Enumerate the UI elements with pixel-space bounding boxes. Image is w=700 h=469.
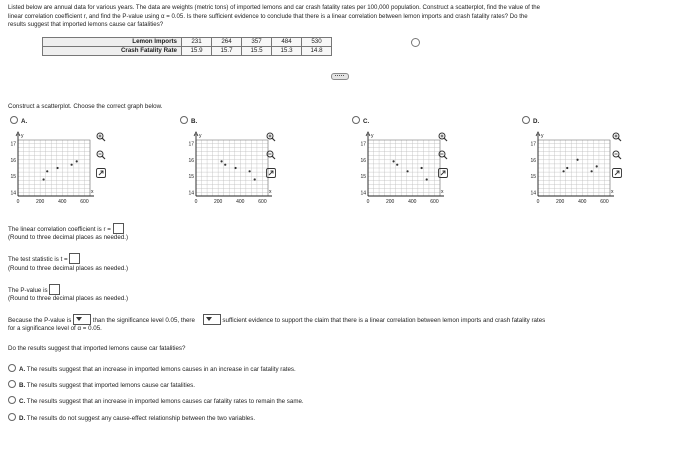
- y-axis-label: y: [541, 133, 544, 139]
- intro-line: results suggest that imported lemons cause car fatalities?: [8, 21, 164, 29]
- zoom-in-icon[interactable]: [96, 132, 106, 142]
- problem-statement: [8, 4, 698, 30]
- zoom-in-icon[interactable]: [438, 132, 448, 142]
- table-cell: 15.9: [182, 47, 212, 56]
- zoom-in-icon[interactable]: [266, 132, 276, 142]
- x-tick-label: 400: [408, 199, 417, 205]
- y-axis-label: y: [199, 133, 202, 139]
- y-tick-label: 17: [188, 141, 194, 148]
- data-point: [234, 167, 236, 169]
- graph-option-label: C.: [363, 118, 370, 125]
- x-tick-label: 200: [35, 199, 45, 205]
- data-point: [406, 170, 408, 172]
- data-table-copy-icon[interactable]: [411, 38, 420, 47]
- cause-option-letter: D.: [19, 415, 26, 422]
- t-input[interactable]: [69, 253, 80, 264]
- y-tick-label: 17: [530, 141, 536, 148]
- data-point: [220, 160, 222, 162]
- table-row: [43, 47, 332, 56]
- r-input[interactable]: [113, 223, 124, 234]
- because-sentence-end: for a significance level of α = 0.05.: [8, 325, 102, 332]
- table-cell: 15.5: [242, 47, 272, 56]
- scatterplot-c: [352, 128, 448, 210]
- p-label: The P-value is: [8, 287, 48, 294]
- cause-option-c[interactable]: [8, 396, 304, 405]
- x-tick-label: 0: [536, 199, 540, 205]
- data-point: [591, 170, 593, 172]
- table-cell: 264: [212, 38, 242, 47]
- radio-c[interactable]: [352, 116, 360, 124]
- data-point: [71, 164, 73, 166]
- x-tick-label: 600: [430, 199, 439, 205]
- y-tick-label: 14: [10, 190, 16, 197]
- scatterplot-a: [2, 128, 98, 210]
- table-cell: 15.7: [212, 47, 242, 56]
- data-point: [421, 167, 423, 169]
- data-point: [426, 178, 428, 180]
- graph-b-tools: [266, 132, 280, 186]
- row-label-lemon-imports: Lemon Imports: [43, 38, 182, 47]
- y-tick-label: 14: [360, 190, 366, 197]
- y-tick-label: 16: [360, 157, 366, 164]
- data-table: [42, 37, 332, 56]
- radio-b[interactable]: [180, 116, 188, 124]
- zoom-out-icon[interactable]: [612, 150, 622, 160]
- scatterplot-d: [522, 128, 618, 210]
- x-tick-label: 0: [366, 199, 370, 205]
- graph-d-tools: [612, 132, 626, 186]
- data-point: [46, 170, 48, 172]
- x-axis-label: x: [269, 189, 272, 195]
- p-comparison-dropdown[interactable]: [73, 314, 91, 325]
- t-question: [8, 253, 80, 264]
- because-text-1: Because the P-value is: [8, 317, 72, 324]
- because-sentence: [8, 314, 545, 325]
- data-point: [56, 167, 58, 169]
- radio-cause-c[interactable]: [8, 396, 16, 404]
- y-axis-label: y: [371, 133, 374, 139]
- y-tick-label: 17: [10, 141, 16, 148]
- graph-option-b[interactable]: [180, 116, 197, 125]
- y-tick-label: 16: [188, 157, 194, 164]
- because-text-3: sufficient evidence to support the claim that there is a linear correlation between lemon imports and crash fatality rates: [222, 317, 546, 324]
- x-tick-label: 200: [213, 199, 223, 205]
- x-tick-label: 400: [236, 199, 245, 205]
- table-cell: 15.3: [272, 47, 302, 56]
- data-point: [562, 170, 564, 172]
- radio-cause-a[interactable]: [8, 364, 16, 372]
- p-note: (Round to three decimal places as needed.): [8, 295, 129, 302]
- x-tick-label: 0: [194, 199, 198, 205]
- x-axis-label: x: [91, 189, 94, 195]
- graph-option-d[interactable]: [522, 116, 539, 125]
- graph-a-tools: [96, 132, 110, 186]
- p-input[interactable]: [49, 284, 60, 295]
- radio-cause-b[interactable]: [8, 380, 16, 388]
- because-text-2: than the significance level 0.05, there: [92, 317, 195, 324]
- r-note: (Round to three decimal places as needed.): [8, 234, 129, 241]
- data-point: [566, 167, 568, 169]
- zoom-out-icon[interactable]: [266, 150, 276, 160]
- r-label: The linear correlation coefficient is r =: [8, 226, 111, 233]
- radio-d[interactable]: [522, 116, 530, 124]
- cause-option-text: The results suggest that imported lemons cause car fatalities.: [26, 382, 195, 389]
- graph-c-tools: [438, 132, 452, 186]
- y-tick-label: 14: [188, 190, 194, 197]
- x-tick-label: 600: [80, 199, 89, 205]
- table-cell: 14.8: [302, 47, 332, 56]
- cause-question: Do the results suggest that imported lemons cause car fatalities?: [8, 345, 186, 352]
- y-tick-label: 15: [10, 174, 16, 181]
- intro-line: linear correlation coefficient r, and find the P-value using α = 0.05. Is there sufficient evidence to conclude that there is a linear correlation between lemon imports and crash fatality rates? Do the: [8, 12, 528, 20]
- scatterplot-b-svg: [180, 128, 276, 210]
- table-cell: 484: [272, 38, 302, 47]
- table-cell: 231: [182, 38, 212, 47]
- scatterplot-c-svg: [352, 128, 448, 210]
- y-tick-label: 16: [530, 157, 536, 164]
- graph-option-a[interactable]: [10, 116, 27, 125]
- t-note: (Round to three decimal places as needed.): [8, 265, 129, 272]
- cause-option-text: The results do not suggest any cause-effect relationship between the two variables.: [26, 415, 256, 422]
- radio-cause-d[interactable]: [8, 413, 16, 421]
- y-tick-label: 15: [360, 174, 366, 181]
- expand-more-button[interactable]: [331, 73, 349, 80]
- cause-option-a[interactable]: [8, 364, 296, 373]
- intro-line: Listed below are annual data for various years. The data are weights (metric tons) of imported lemons and car crash fatality rates per 100,000 population. Construct a scatterplot, find the value of the: [8, 4, 541, 11]
- evidence-dropdown[interactable]: [203, 314, 221, 325]
- expand-graph-icon[interactable]: [612, 168, 622, 178]
- data-point: [254, 178, 256, 180]
- radio-a[interactable]: [10, 116, 18, 124]
- x-axis-label: x: [441, 189, 444, 195]
- x-tick-label: 0: [16, 199, 20, 205]
- t-label: The test statistic is t =: [8, 256, 68, 263]
- x-tick-label: 200: [385, 199, 395, 205]
- expand-graph-icon[interactable]: [96, 168, 106, 178]
- scatterplot-a-svg: [2, 128, 98, 210]
- data-point: [76, 160, 78, 162]
- scatter-prompt: Construct a scatterplot. Choose the correct graph below.: [8, 103, 163, 110]
- table-cell: 530: [302, 38, 332, 47]
- graph-option-label: D.: [533, 118, 540, 125]
- graph-option-label: B.: [191, 118, 198, 125]
- cause-option-letter: A.: [19, 366, 26, 373]
- data-point: [596, 165, 598, 167]
- x-tick-label: 200: [555, 199, 565, 205]
- y-tick-label: 15: [188, 174, 194, 181]
- x-tick-label: 600: [600, 199, 609, 205]
- data-point: [42, 178, 44, 180]
- x-tick-label: 600: [258, 199, 267, 205]
- zoom-in-icon[interactable]: [612, 132, 622, 142]
- data-point: [396, 164, 398, 166]
- y-tick-label: 17: [360, 141, 366, 148]
- r-question: [8, 223, 124, 234]
- data-point: [224, 164, 226, 166]
- data-point: [576, 159, 578, 161]
- cause-option-text: The results suggest that an increase in imported lemons causes car fatality rates to remain the same.: [26, 398, 304, 405]
- y-tick-label: 16: [10, 157, 16, 164]
- cause-option-text: The results suggest that an increase in imported lemons causes in an increase in car fatality rates.: [26, 366, 296, 373]
- cause-option-letter: B.: [19, 382, 26, 389]
- expand-graph-icon[interactable]: [266, 168, 276, 178]
- y-axis-label: y: [21, 133, 24, 139]
- row-label-crash-fatality-rate: Crash Fatality Rate: [43, 47, 182, 56]
- table-cell: 357: [242, 38, 272, 47]
- x-tick-label: 400: [58, 199, 67, 205]
- data-point: [392, 160, 394, 162]
- scatterplot-d-svg: [522, 128, 618, 210]
- y-tick-label: 14: [530, 190, 536, 197]
- cause-option-d[interactable]: [8, 413, 255, 422]
- x-axis-label: x: [611, 189, 614, 195]
- y-tick-label: 15: [530, 174, 536, 181]
- data-point: [249, 170, 251, 172]
- cause-option-b[interactable]: [8, 380, 195, 389]
- expand-graph-icon[interactable]: [438, 168, 448, 178]
- graph-option-label: A.: [21, 118, 28, 125]
- table-row: [43, 38, 332, 47]
- x-tick-label: 400: [578, 199, 587, 205]
- zoom-out-icon[interactable]: [96, 150, 106, 160]
- scatterplot-b: [180, 128, 276, 210]
- p-question: [8, 284, 60, 295]
- zoom-out-icon[interactable]: [438, 150, 448, 160]
- graph-option-c[interactable]: [352, 116, 369, 125]
- cause-option-letter: C.: [19, 398, 26, 405]
